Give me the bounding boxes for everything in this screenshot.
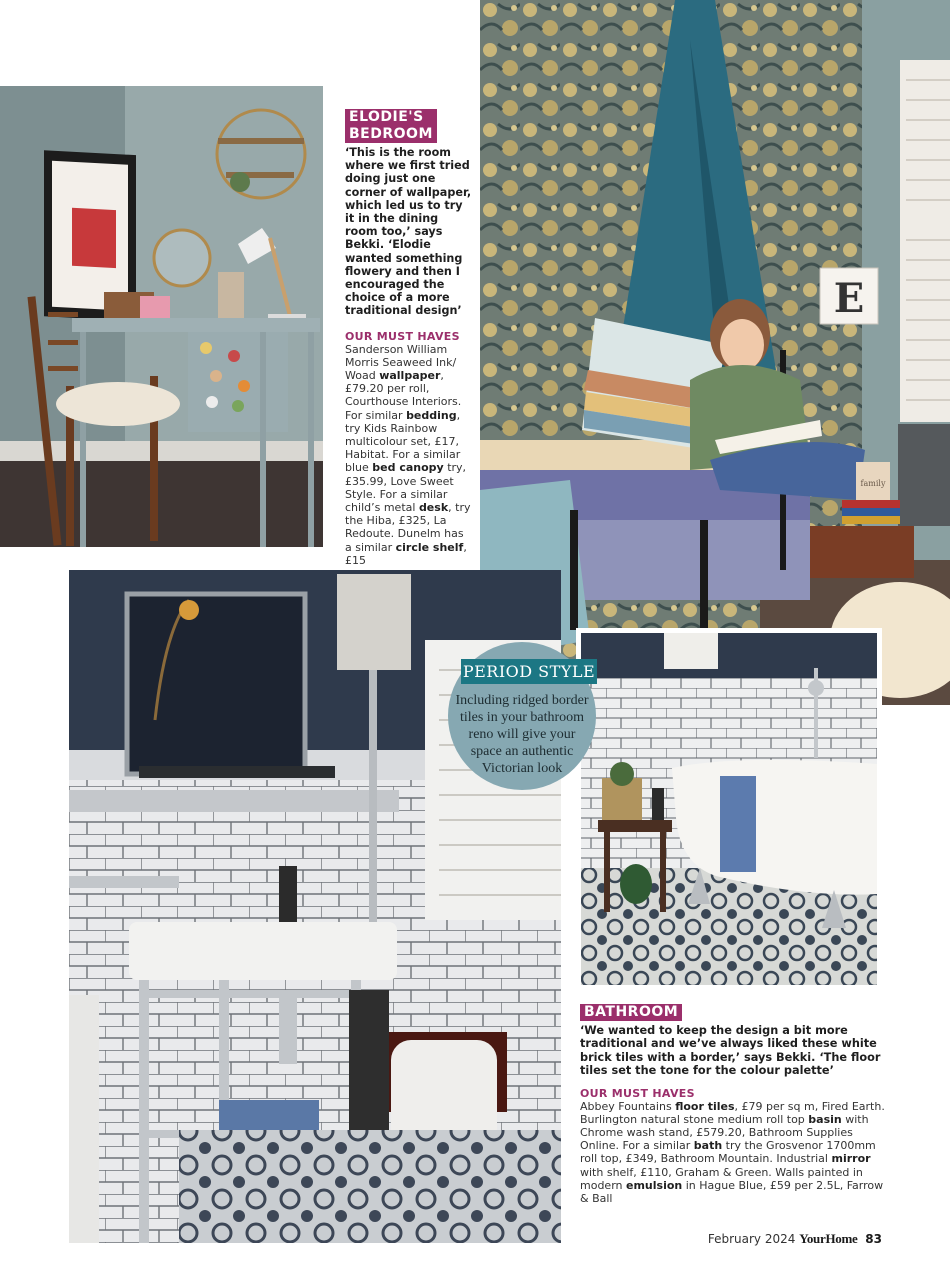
period-style-text: Including ridged border tiles in your bathroom reno will give your space an authentic Victorian look: [455, 693, 589, 776]
elodie-bedroom-section: [345, 109, 473, 567]
keyword-bath: bath: [693, 1139, 723, 1153]
keyword-wallpaper: wallpaper: [379, 369, 441, 383]
bathroom-must-haves-body: Abbey Fountains floor tiles, £79 per sq m, Fired Earth. Burlington natural stone medium roll top basin with Chrome wash stand, £579.20, Bathroom Supplies Online. For a similar bath try the Grosvenor 1700mm roll top, £349, Bathroom Mountain. Industrial mirror with shelf, £110, Graham & Green. Walls painted in modern emulsion in Hague Blue, £59 per 2.5L, Farrow & Ball: [580, 1099, 885, 1206]
keyword-bed-canopy: bed canopy: [372, 461, 444, 475]
footer-page-number: 83: [865, 1232, 882, 1246]
elodie-quote: ‘This is the room where we first tried doing just one corner of wallpaper, which led us to try it in the dining room too,’ says Bekki. ‘Elodie wanted something flowery and then I encouraged the choice of a more traditional design’: [345, 146, 472, 318]
keyword-bedding: bedding: [406, 408, 457, 422]
elodie-heading-line1: ELODIE'S: [349, 109, 424, 125]
desk-corner-photo: [0, 86, 323, 547]
footer-date: February 2024: [707, 1232, 796, 1246]
footer-brand: YourHome: [799, 1231, 858, 1246]
family-sign-art: family: [860, 479, 886, 488]
elodie-must-haves-title: OUR MUST HAVES: [345, 329, 460, 343]
bathroom-quote: ‘We wanted to keep the design a bit more traditional and we’ve always liked these white brick tiles with a border,’ says Bekki. ‘The floor tiles set the tone for the colour palette’: [580, 1024, 881, 1078]
keyword-basin: basin: [808, 1112, 842, 1126]
bathroom-heading: BATHROOM: [580, 1004, 682, 1021]
bathroom-must-haves-title: OUR MUST HAVES: [580, 1086, 695, 1100]
keyword-mirror: mirror: [831, 1152, 871, 1166]
elodie-heading-line2: BEDROOM: [349, 126, 433, 142]
elodie-must-haves-body: Sanderson William Morris Seaweed Ink/ Woad wallpaper, £79.20 per roll, Courthouse Interiors. For similar bedding, try Kids Rainbow multicolour set, £17, Habitat. For a similar blue bed canopy try, £35.99, Love Sweet Style. For a similar child’s metal desk, try the Hiba, £325, La Redoute. Dunelm has a similar circle shelf, £15: [345, 342, 471, 567]
keyword-floor-tiles: floor tiles: [675, 1099, 735, 1113]
elodie-heading: [345, 109, 437, 143]
period-style-title: PERIOD STYLE: [461, 659, 597, 684]
keyword-emulsion: emulsion: [626, 1178, 683, 1192]
bath-photo: [576, 628, 882, 988]
keyword-desk: desk: [418, 501, 449, 515]
keyword-circle-shelf: circle shelf: [395, 540, 464, 554]
letter-e-art: E: [833, 275, 865, 322]
bathroom-section: [580, 1003, 888, 1205]
page-footer: [708, 1231, 882, 1247]
